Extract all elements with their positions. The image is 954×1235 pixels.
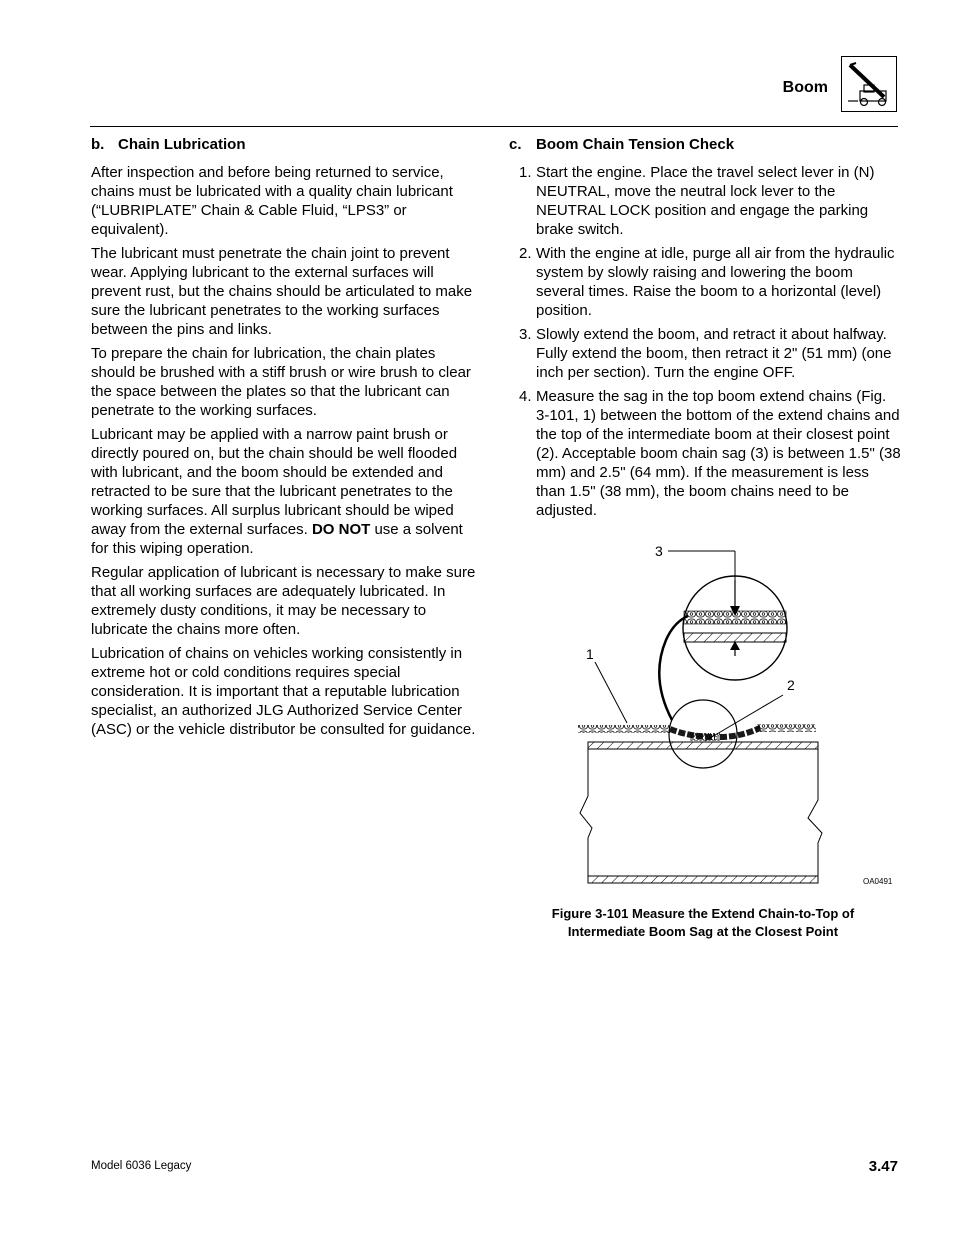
callout-1: 1 bbox=[586, 646, 594, 662]
header-divider bbox=[90, 126, 898, 127]
paragraph: The lubricant must penetrate the chain joint to prevent wear. Applying lubricant to the external surfaces will prevent rust, but the chains should be articulated to make sure the lubricant penetrates to the working surfaces between the pins and links. bbox=[91, 245, 473, 338]
list-item bbox=[509, 388, 901, 520]
heading-letter: c. bbox=[509, 136, 522, 153]
step-text: Measure the sag in the top boom extend chains (Fig. 3-101, 1) between the bottom of the extend chains and the top of the intermediate boom at their closest point (2). Acceptable boom chain sag (3) is between 1.5" (38 mm) and 2.5" (64 mm). If the measurement is less than 1.5" (38 mm), the boom chains need to be adjusted. bbox=[536, 388, 901, 519]
caption-line: Intermediate Boom Sag at the Closest Point bbox=[567, 923, 839, 939]
caption-line: Figure 3-101 Measure the Extend Chain-to-Top of bbox=[551, 906, 855, 921]
paragraph: After inspection and before being returned to service, chains must be lubricated with a quality chain lubricant (“LUBRIPLATE” Chain & Cable Fluid, “LPS3” or equivalent). bbox=[91, 163, 453, 238]
step-number: 2. bbox=[519, 245, 532, 263]
step-text: Slowly extend the boom, and retract it about halfway. Fully extend the boom, then retract it 2" (51 mm) (one inch per section). Turn the engine OFF. bbox=[536, 326, 892, 381]
boom-vehicle-icon bbox=[841, 56, 897, 112]
chain-lubrication-section bbox=[91, 136, 483, 745]
section-title: Boom bbox=[782, 79, 828, 96]
paragraph bbox=[91, 426, 483, 558]
procedure-steps bbox=[509, 164, 901, 521]
step-text: With the engine at idle, purge all air from the hydraulic system by slowly raising and lowering the boom several times. Raise the boom to a horizontal (level) position. bbox=[536, 245, 895, 319]
heading-text: Boom Chain Tension Check bbox=[536, 136, 735, 153]
chain-tension-heading bbox=[509, 136, 901, 155]
step-text: Start the engine. Place the travel select lever in (N) NEUTRAL, move the neutral lock lever to the NEUTRAL LOCK position and engage the parking brake switch. bbox=[536, 163, 875, 238]
list-item bbox=[509, 326, 901, 383]
heading-letter: b. bbox=[91, 136, 105, 153]
step-number: 1. bbox=[519, 163, 532, 181]
paragraph-text: use a solvent for this wiping operation. bbox=[91, 520, 463, 557]
list-item bbox=[509, 164, 901, 240]
chain-lubrication-heading bbox=[91, 136, 483, 155]
step-number: 4. bbox=[519, 388, 532, 406]
paragraph: Regular application of lubricant is necessary to make sure that all working surfaces are adequately lubricated. In extremely dusty conditions, it may be necessary to lubricate the chains more often. bbox=[91, 564, 476, 638]
figure-caption bbox=[509, 905, 897, 940]
chain-sag-diagram bbox=[570, 538, 900, 890]
emphasis-text: DO NOT bbox=[311, 520, 371, 538]
figure-code: OA0491 bbox=[863, 877, 893, 886]
paragraph: To prepare the chain for lubrication, the chain plates should be brushed with a stiff brush or wire brush to clear the space between the plates so that the lubricant can penetrate to the working surfaces. bbox=[91, 345, 471, 419]
footer-model: Model 6036 Legacy bbox=[91, 1160, 192, 1172]
paragraph-text: Lubricant may be applied with a narrow paint brush or directly poured on, but the chain should be well flooded with lubricant, and the boom should be extended and retracted to be sure that the lubricant penetrates to the working surfaces. All surplus lubricant should be wiped away from the external surfaces. bbox=[91, 426, 458, 538]
callout-2: 2 bbox=[787, 677, 795, 693]
step-number: 3. bbox=[519, 326, 532, 344]
chain-sag-figure bbox=[570, 538, 900, 890]
list-item bbox=[509, 245, 901, 321]
page-number: 3.47 bbox=[868, 1158, 898, 1175]
callout-3: 3 bbox=[655, 543, 663, 559]
chain-tension-section bbox=[509, 136, 901, 526]
paragraph: Lubrication of chains on vehicles working consistently in extreme hot or cold conditions requires special consideration. It is important that a reputable lubrication specialist, an authorized JLG Authorized Service Center (ASC) or the vehicle distributor be consulted for guidance. bbox=[91, 645, 476, 738]
heading-text: Chain Lubrication bbox=[118, 136, 246, 153]
